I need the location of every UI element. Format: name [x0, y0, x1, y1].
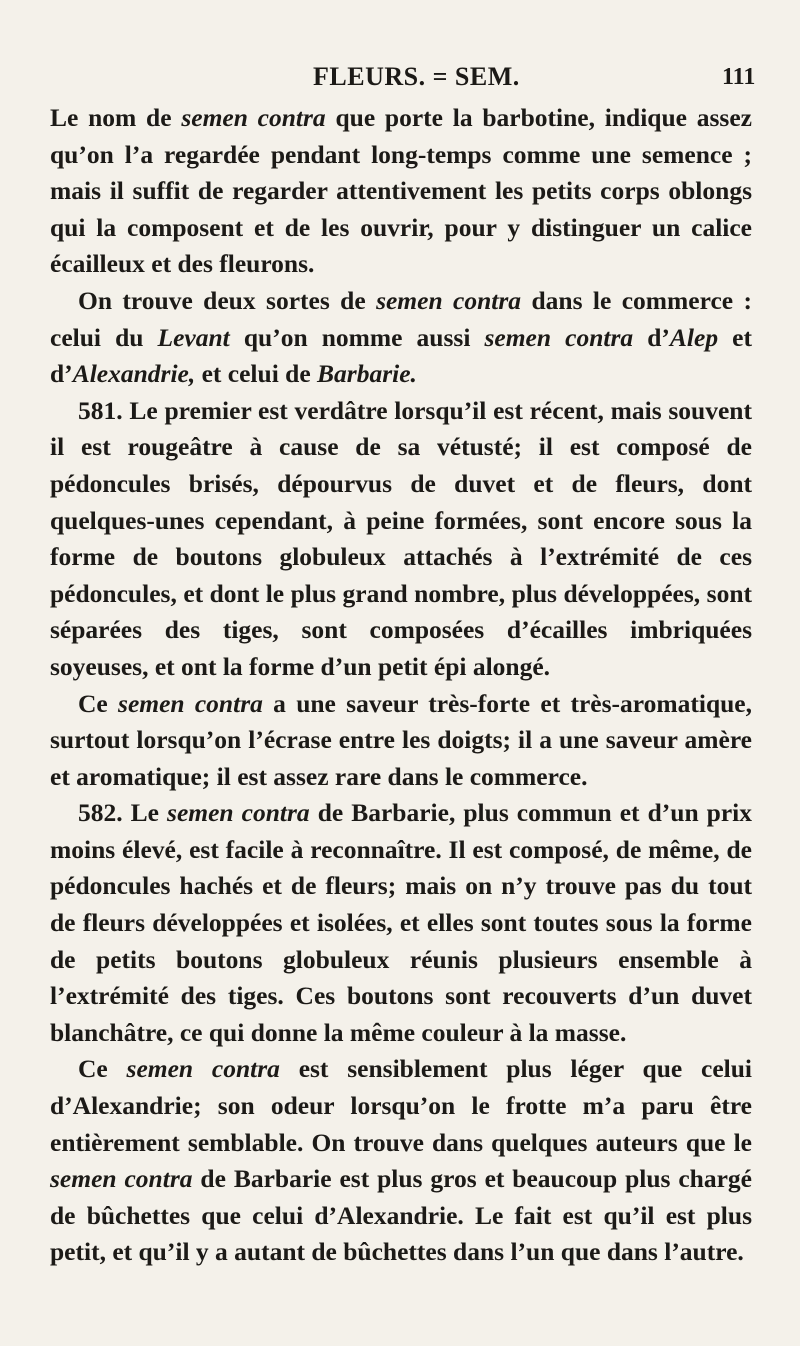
paragraph-3: [50, 393, 752, 686]
text-run: d’: [633, 322, 670, 352]
text-run: a une saveur très-forte et très-aromatique, surtout lorsqu’on l’écrase entre les doigts; il a une saveur amère et aromatique; il est assez rare dans le commerce.: [50, 688, 753, 791]
body-text: [50, 100, 752, 1271]
text-run: dans le commerce : celui du: [50, 285, 752, 352]
italic-text-run: Barbarie.: [317, 359, 417, 389]
text-run: 581. Le premier est verdâtre lorsqu’il est récent, mais souvent il est rougeâtre à cause de sa vétusté; il est composé de pédoncules brisés, dépourvus de duvet et de fleurs, dont quelques-unes cependant, à peine formées, sont encore sous la forme de boutons globuleux attachés à l’extrémité de ces pédoncules, et dont le plus grand nombre, plus développées, sont séparées des tiges, sont composées d’écailles imbriquées soyeuses, et ont la forme d’un petit épi alongé.: [50, 395, 752, 681]
italic-text-run: semen contra: [118, 688, 263, 718]
italic-text-run: semen contra: [484, 322, 634, 352]
text-run: 582. Le: [78, 798, 168, 828]
text-run: de Barbarie, plus commun et d’un prix moins élevé, est facile à reconnaître. Il est composé, de même, de pédoncules hachés et de fleurs; mais on n’y trouve pas du tout de fleurs développées et isolées, et elles sont toutes sous la forme de petits boutons globuleux réunis plusieurs ensemble à l’extrémité des tiges. Ces boutons sont recouverts d’un duvet blanchâtre, ce qui donne la même couleur à la masse.: [50, 798, 752, 1047]
italic-text-run: semen contra: [126, 1054, 280, 1084]
paragraph-5: [50, 795, 752, 1051]
italic-text-run: Alexandrie,: [72, 359, 196, 389]
text-run: que porte la barbotine, indique assez qu’on l’a regardée pendant long-temps comme une semence ; mais il suffit de regarder attentivement les petits corps oblongs qui la composent et de les ouvrir, pour y distinguer un calice écailleux et des fleurons.: [50, 103, 752, 279]
italic-text-run: semen contra: [376, 285, 522, 315]
paragraph-4: [50, 686, 752, 796]
text-run: et d’: [50, 322, 752, 389]
italic-text-run: Levant: [157, 322, 230, 352]
text-run: qu’on nomme aussi: [229, 322, 485, 352]
page-number: 111: [722, 64, 756, 90]
paragraph-2: [50, 283, 752, 393]
text-run: On trouve deux sortes de: [78, 285, 377, 315]
italic-text-run: semen contra: [181, 103, 326, 132]
italic-text-run: Alep: [669, 322, 719, 352]
italic-text-run: semen contra: [167, 798, 310, 828]
text-run: de Barbarie est plus gros et beaucoup plus chargé de bûchettes que celui d’Alexandrie. Le fait est qu’il est plus petit, et qu’il y a autant de bûchettes dans l’un que dans l’autre.: [50, 1164, 752, 1267]
text-run: Ce: [78, 688, 119, 718]
paragraph-6: [50, 1051, 752, 1271]
page-header: [0, 62, 800, 102]
running-head: FLEURS. = SEM.: [313, 62, 520, 91]
paragraph-1: [50, 100, 752, 283]
text-run: Ce: [78, 1054, 127, 1084]
text-run: et celui de: [195, 359, 318, 389]
italic-text-run: semen contra: [50, 1164, 193, 1194]
text-run: est sensiblement plus léger que celui d’Alexandrie; son odeur lorsqu’on le frotte m’a paru être entièrement semblable. On trouve dans quelques auteurs que le: [50, 1054, 752, 1157]
text-run: Le nom de: [50, 103, 182, 132]
